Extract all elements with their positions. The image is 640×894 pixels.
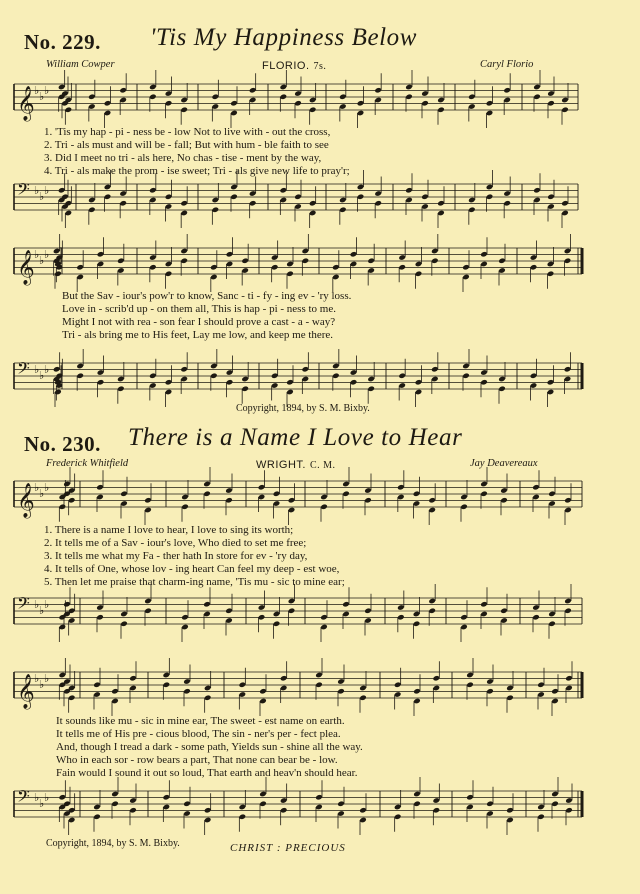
- hymn-229-title: 'Tis My Happiness Below: [150, 24, 418, 51]
- hymn-230-verse-line-1: 1. There is a name I love to hear, I love to sing its worth;: [44, 524, 294, 536]
- hymn-229-author: William Cowper: [46, 59, 115, 70]
- bass-clef: 𝄢: [17, 179, 30, 203]
- hymn-229-copyright: Copyright, 1894, by S. M. Bixby.: [236, 403, 370, 414]
- treble-clef: 𝄞: [17, 674, 35, 709]
- treble-clef: 𝄞: [17, 86, 35, 121]
- hymn-230-refrain-line-4: Who in each sor - row bears a part, That none can bear be - low.: [56, 754, 338, 766]
- flat-sign: ♭: [44, 792, 50, 804]
- flat-sign: ♭: [34, 792, 40, 804]
- hymn-229-refrain-line-2: Love in - scrib'd up - on them all, This is hap - pi - ness to me.: [62, 303, 336, 315]
- treble-clef: 𝄞: [17, 483, 35, 518]
- hymn-229-number: No. 229.: [24, 30, 101, 54]
- hymn-230-refrain-line-5: Fain would I sound it out so loud, That earth and heav'n should hear.: [56, 767, 358, 779]
- flat-sign: ♭: [44, 364, 50, 376]
- flat-sign: ♭: [34, 249, 40, 261]
- flat-sign: ♭: [44, 482, 50, 494]
- hymn-230-title: There is a Name I Love to Hear: [128, 424, 463, 451]
- hymn-229-tune: FLORIO. 7s.: [262, 60, 327, 72]
- flat-sign: ♭: [39, 91, 45, 103]
- flat-sign: ♭: [39, 605, 45, 617]
- hymn-230-copyright: Copyright, 1894, by S. M. Bixby.: [46, 838, 180, 849]
- page-footer-topic: CHRIST : PRECIOUS: [230, 842, 346, 854]
- flat-sign: ♭: [34, 599, 40, 611]
- hymn-230-verse-line-2: 2. It tells me of a Sav - iour's love, Who died to set me free;: [44, 537, 307, 549]
- hymn-229-verse-line-1: 1. 'Tis my hap - pi - ness be - low Not to live with - out the cross,: [44, 126, 331, 138]
- hymn-230-verse-line-5: 5. Then let me praise that charm-ing name, 'Tis mu - sic to mine ear;: [44, 576, 345, 588]
- bass-clef: 𝄢: [17, 358, 30, 382]
- flat-sign: ♭: [39, 191, 45, 203]
- flat-sign: ♭: [34, 482, 40, 494]
- hymn-230-number: No. 230.: [24, 432, 101, 456]
- bass-clef: 𝄢: [17, 593, 30, 617]
- flat-sign: ♭: [34, 673, 40, 685]
- flat-sign: ♭: [39, 488, 45, 500]
- hymn-229-verse-line-3: 3. Did I meet no tri - als here, No chas - tise - ment by the way,: [44, 152, 322, 164]
- flat-sign: ♭: [39, 798, 45, 810]
- hymn-229-refrain-line-4: Tri - als bring me to His feet, Lay me low, and keep me there.: [62, 329, 334, 341]
- flat-sign: ♭: [39, 370, 45, 382]
- hymn-229-verse-line-2: 2. Tri - als must and will be - fall; But with hum - ble faith to see: [44, 139, 329, 151]
- hymn-229-composer: Caryl Florio: [480, 59, 534, 70]
- bass-clef: 𝄢: [17, 786, 30, 810]
- hymn-229-refrain-line-3: Might I not with rea - son fear I should prove a cast - a - way?: [62, 316, 336, 328]
- flat-sign: ♭: [34, 364, 40, 376]
- flat-sign: ♭: [34, 85, 40, 97]
- flat-sign: ♭: [39, 679, 45, 691]
- hymn-229-refrain-line-1: But the Sav - iour's pow'r to know, Sanc - ti - fy - ing ev - 'ry loss.: [62, 290, 352, 302]
- hymn-230-composer: Jay Deavereaux: [470, 458, 538, 469]
- flat-sign: ♭: [44, 185, 50, 197]
- hymn-230-refrain-line-1: It sounds like mu - sic in mine ear, The sweet - est name on earth.: [56, 715, 345, 727]
- hymn-229-verse-line-4: 4. Tri - als make the prom - ise sweet; Tri - als give new life to pray'r;: [44, 165, 350, 177]
- treble-clef: 𝄞: [17, 250, 35, 285]
- hymn-230-author: Frederick Whitfield: [46, 458, 129, 469]
- hymn-230-tune: WRIGHT. C. M.: [256, 459, 336, 471]
- flat-sign: ♭: [44, 673, 50, 685]
- hymn-230-verse-line-3: 3. It tells me what my Fa - ther hath In store for ev - 'ry day,: [44, 550, 308, 562]
- flat-sign: ♭: [44, 599, 50, 611]
- flat-sign: ♭: [39, 255, 45, 267]
- flat-sign: ♭: [34, 185, 40, 197]
- flat-sign: ♭: [44, 249, 50, 261]
- hymn-230-refrain-line-3: And, though I tread a dark - some path, Yields sun - shine all the way.: [56, 741, 363, 753]
- flat-sign: ♭: [44, 85, 50, 97]
- hymn-230-refrain-line-2: It tells me of His pre - cious blood, The sin - ner's per - fect plea.: [56, 728, 341, 740]
- hymn-230-verse-line-4: 4. It tells of One, whose lov - ing heart Can feel my deep - est woe,: [44, 563, 340, 575]
